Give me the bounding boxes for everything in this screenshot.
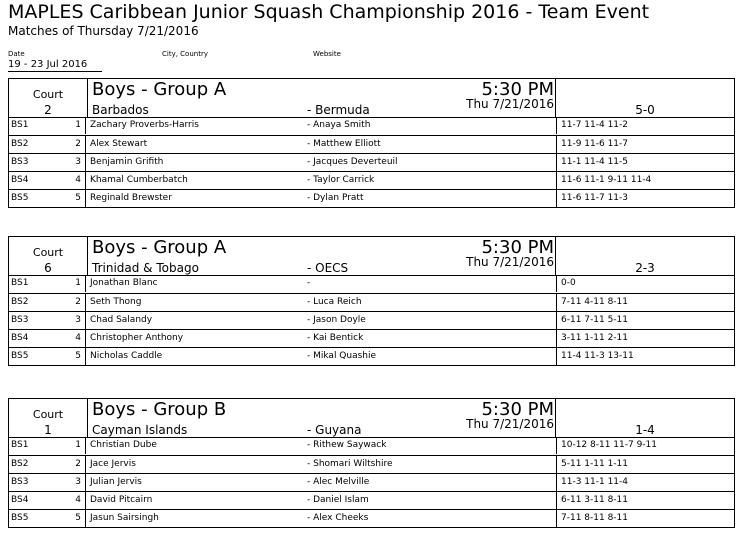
match-row (9, 311, 734, 329)
column-divider (556, 474, 557, 491)
court-label: Court (32, 408, 64, 421)
player-b: - Matthew Elliott (307, 139, 381, 149)
position-label: BS1 (11, 440, 29, 450)
match-header (8, 236, 735, 276)
player-a: Zachary Proverbs-Harris (90, 120, 199, 130)
player-a: Julian Jervis (90, 477, 142, 487)
player-order: 4 (75, 495, 81, 505)
page-title: MAPLES Caribbean Junior Squash Championship 2016 - Team Event (8, 1, 650, 23)
match-result: 2-3 (635, 261, 655, 275)
column-divider (556, 348, 557, 365)
player-b: - Jacques Deverteuil (307, 157, 398, 167)
player-b: - Alex Cheeks (307, 513, 369, 523)
game-scores: 11-4 11-3 13-11 (561, 351, 634, 361)
column-divider (556, 456, 557, 473)
match-time: 5:30 PM (481, 399, 554, 420)
match-row (9, 275, 734, 293)
column-divider (85, 154, 86, 171)
court-cell (9, 399, 88, 437)
game-scores: 5-11 1-11 1-11 (561, 459, 628, 469)
player-b: - Daniel Islam (307, 495, 369, 505)
player-a: Christopher Anthony (90, 333, 184, 343)
player-order: 2 (75, 297, 81, 307)
match-row (9, 473, 734, 491)
match-row (9, 171, 734, 189)
match-row (9, 329, 734, 347)
column-divider (556, 117, 557, 134)
column-divider (85, 312, 86, 329)
match-rows (8, 275, 735, 366)
column-divider (85, 456, 86, 473)
player-b: - Dylan Pratt (307, 193, 364, 203)
city-label: City, Country (162, 50, 208, 58)
position-label: BS5 (11, 351, 29, 361)
column-divider (556, 510, 557, 527)
player-order: 5 (75, 193, 81, 203)
court-cell (9, 237, 88, 275)
game-scores: 3-11 1-11 2-11 (561, 333, 628, 343)
match-row (9, 189, 734, 207)
team-b-name: - OECS (307, 261, 349, 275)
group-name: Boys - Group A (92, 79, 227, 100)
match-rows (8, 437, 735, 528)
court-number: 6 (44, 261, 52, 275)
column-divider (85, 117, 86, 134)
column-divider (85, 510, 86, 527)
team-b-name: - Bermuda (307, 103, 370, 117)
player-a: Alex Stewart (90, 139, 148, 149)
player-order: 4 (75, 333, 81, 343)
court-label: Court (32, 246, 64, 259)
column-divider (85, 190, 86, 207)
date-label: Date (8, 50, 25, 58)
match-date: Thu 7/21/2016 (466, 255, 554, 269)
player-order: 3 (75, 157, 81, 167)
player-a: Jace Jervis (90, 459, 136, 469)
position-label: BS5 (11, 513, 29, 523)
player-order: 3 (75, 315, 81, 325)
website-label: Website (313, 50, 341, 58)
position-label: BS2 (11, 139, 29, 149)
match-date: Thu 7/21/2016 (466, 417, 554, 431)
team-a-name: Cayman Islands (92, 423, 188, 437)
column-divider (85, 172, 86, 189)
player-b: - Mikal Quashie (307, 351, 377, 361)
game-scores: 11-6 11-1 9-11 11-4 (561, 175, 652, 185)
match-header (8, 398, 735, 438)
player-a: Nicholas Caddle (90, 351, 163, 361)
game-scores: 0-0 (561, 278, 576, 288)
match-row (9, 293, 734, 311)
player-b: - Rithew Saywack (307, 440, 387, 450)
court-number: 1 (44, 423, 52, 437)
court-number: 2 (44, 103, 52, 117)
team-a-name: Trinidad & Tobago (92, 261, 199, 275)
column-divider (85, 294, 86, 311)
match-header (8, 78, 735, 118)
position-label: BS3 (11, 477, 29, 487)
position-label: BS4 (11, 175, 29, 185)
date-value: 19 - 23 Jul 2016 (8, 59, 88, 70)
game-scores: 11-6 11-7 11-3 (561, 193, 628, 203)
player-a: David Pitcairn (90, 495, 153, 505)
column-divider (85, 136, 86, 153)
court-label: Court (32, 88, 64, 101)
column-divider (85, 474, 86, 491)
match-result: 1-4 (635, 423, 655, 437)
column-divider (556, 294, 557, 311)
match-result: 5-0 (635, 103, 655, 117)
column-divider (556, 190, 557, 207)
position-label: BS5 (11, 193, 29, 203)
page-subtitle: Matches of Thursday 7/21/2016 (8, 24, 199, 38)
column-divider (556, 275, 557, 292)
player-order: 1 (75, 120, 81, 130)
player-order: 2 (75, 459, 81, 469)
column-divider (556, 312, 557, 329)
game-scores: 11-7 11-4 11-2 (561, 120, 628, 130)
player-order: 5 (75, 513, 81, 523)
column-divider (85, 348, 86, 365)
match-time: 5:30 PM (481, 237, 554, 258)
player-a: Reginald Brewster (90, 193, 172, 203)
match-row (9, 455, 734, 473)
player-a: Khamal Cumberbatch (90, 175, 188, 185)
court-cell (9, 79, 88, 117)
team-a-name: Barbados (92, 103, 149, 117)
player-order: 2 (75, 139, 81, 149)
match-row (9, 117, 734, 135)
match-row (9, 347, 734, 365)
game-scores: 6-11 7-11 5-11 (561, 315, 628, 325)
player-a: Jasun Sairsingh (90, 513, 159, 523)
match-date: Thu 7/21/2016 (466, 97, 554, 111)
position-label: BS2 (11, 459, 29, 469)
position-label: BS3 (11, 157, 29, 167)
game-scores: 7-11 4-11 8-11 (561, 297, 628, 307)
position-label: BS2 (11, 297, 29, 307)
player-order: 4 (75, 175, 81, 185)
position-label: BS1 (11, 278, 29, 288)
game-scores: 10-12 8-11 11-7 9-11 (561, 440, 658, 450)
column-divider (556, 437, 557, 454)
position-label: BS4 (11, 333, 29, 343)
column-divider (556, 492, 557, 509)
player-b: - Luca Reich (307, 297, 362, 307)
team-b-name: - Guyana (307, 423, 362, 437)
match-row (9, 491, 734, 509)
column-divider (85, 437, 86, 454)
player-a: Benjamin Grifith (90, 157, 164, 167)
player-b: - Alec Melville (307, 477, 370, 487)
player-a: Christian Dube (90, 440, 157, 450)
game-scores: 11-1 11-4 11-5 (561, 157, 628, 167)
player-b: - Jason Doyle (307, 315, 366, 325)
match-row (9, 437, 734, 455)
position-label: BS3 (11, 315, 29, 325)
column-divider (556, 136, 557, 153)
column-divider (556, 172, 557, 189)
group-name: Boys - Group B (92, 399, 227, 420)
column-divider (85, 330, 86, 347)
column-divider (556, 154, 557, 171)
game-scores: 11-3 11-1 11-4 (561, 477, 628, 487)
player-b: - Taylor Carrick (307, 175, 375, 185)
player-a: Seth Thong (90, 297, 142, 307)
game-scores: 11-9 11-6 11-7 (561, 139, 628, 149)
match-time: 5:30 PM (481, 79, 554, 100)
group-name: Boys - Group A (92, 237, 227, 258)
player-b: - Kai Bentick (307, 333, 364, 343)
player-a: Chad Salandy (90, 315, 153, 325)
player-b: - (307, 278, 311, 288)
match-rows (8, 117, 735, 208)
column-divider (85, 275, 86, 292)
match-row (9, 153, 734, 171)
player-order: 3 (75, 477, 81, 487)
game-scores: 7-11 8-11 8-11 (561, 513, 628, 523)
column-divider (85, 492, 86, 509)
player-order: 1 (75, 440, 81, 450)
match-row (9, 509, 734, 527)
player-order: 1 (75, 278, 81, 288)
position-label: BS1 (11, 120, 29, 130)
column-divider (556, 330, 557, 347)
player-order: 5 (75, 351, 81, 361)
match-row (9, 135, 734, 153)
player-a: Jonathan Blanc (90, 278, 158, 288)
player-b: - Anaya Smith (307, 120, 371, 130)
game-scores: 6-11 3-11 8-11 (561, 495, 628, 505)
position-label: BS4 (11, 495, 29, 505)
player-b: - Shomari Wiltshire (307, 459, 393, 469)
divider (8, 71, 102, 72)
